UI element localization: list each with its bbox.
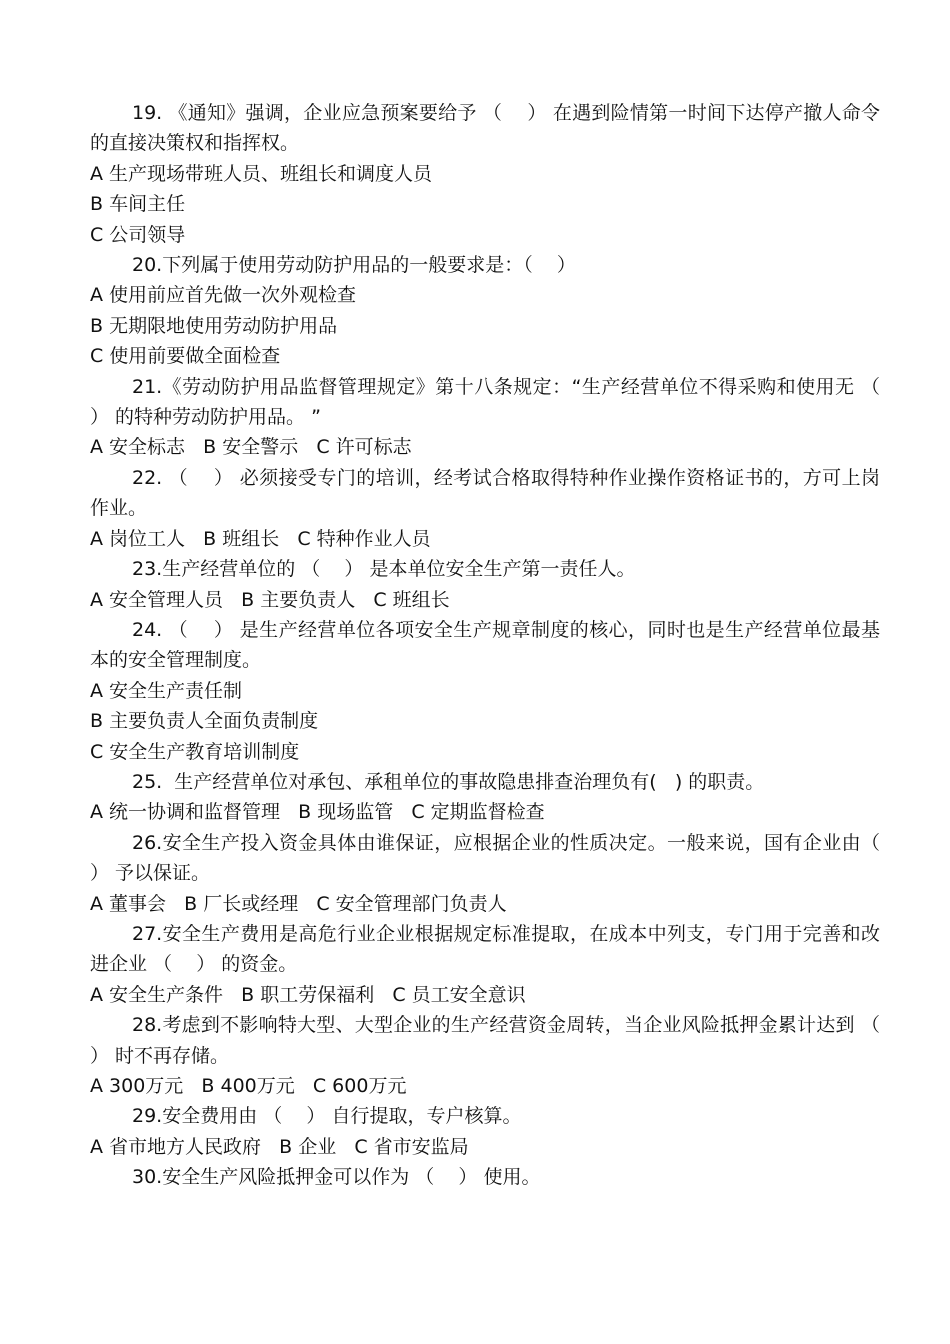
question-27-options: A 安全生产条件 B 职工劳保福利 C 员工安全意识 <box>90 983 526 1006</box>
question-20-option-b: B 无期限地使用劳动防护用品 <box>90 314 338 337</box>
question-23: 23.生产经营单位的 （ ） 是本单位安全生产第一责任人。 <box>132 558 636 581</box>
question-24-option-b: B 主要负责人全面负责制度 <box>90 710 319 733</box>
question-19-option-b: B 车间主任 <box>90 193 186 216</box>
question-19-option-c: C 公司领导 <box>90 223 186 246</box>
question-21-options: A 安全标志 B 安全警示 C 许可标志 <box>90 436 412 459</box>
question-29-options: A 省市地方人民政府 B 企业 C 省市安监局 <box>90 1135 469 1158</box>
question-22-options: A 岗位工人 B 班组长 C 特种作业人员 <box>90 527 431 550</box>
question-28: 28.考虑到不影响特大型、大型企业的生产经营资金周转，当企业风险抵押金累计达到 （ ） 时不再存储。 <box>90 1014 905 1067</box>
question-19: 19. 《通知》强调，企业应急预案要给予 （ ） 在遇到险情第一时间下达停产撤人命令的直接决策权和指挥权。 <box>90 102 880 155</box>
question-24: 24. （ ） 是生产经营单位各项安全生产规章制度的核心，同时也是生产经营单位最基本的安全管理制度。 <box>90 618 880 672</box>
question-22: 22. （ ） 必须接受专门的培训，经考试合格取得特种作业操作资格证书的，方可上岗作业。 <box>90 466 880 520</box>
question-23-options: A 安全管理人员 B 主要负责人 C 班组长 <box>90 588 450 611</box>
question-26-options: A 董事会 B 厂长或经理 C 安全管理部门负责人 <box>90 892 507 915</box>
question-28-options: A 300万元 B 400万元 C 600万元 <box>90 1075 407 1097</box>
question-29: 29.安全费用由 （ ） 自行提取，专户核算。 <box>132 1105 522 1128</box>
question-19-option-a: A 生产现场带班人员、班组长和调度人员 <box>90 162 433 185</box>
question-26: 26.安全生产投入资金具体由谁保证，应根据企业的性质决定。一般来说，国有企业由（ ） 予以保证。 <box>90 831 905 885</box>
question-27: 27.安全生产费用是高危行业企业根据规定标准提取，在成本中列支，专门用于完善和改进企业 （ ） 的资金。 <box>90 922 880 976</box>
question-21: 21.《劳动防护用品监督管理规定》第十八条规定：“生产经营单位不得采购和使用无 （ ） 的特种劳动防护用品。 ” <box>90 375 905 429</box>
question-20-option-c: C 使用前要做全面检查 <box>90 345 281 368</box>
question-20: 20.下列属于使用劳动防护用品的一般要求是：（ ） <box>132 254 576 277</box>
question-30: 30.安全生产风险抵押金可以作为 （ ） 使用。 <box>132 1166 541 1189</box>
question-list <box>90 98 905 1193</box>
question-20-option-a: A 使用前应首先做一次外观检查 <box>90 284 357 307</box>
question-24-option-c: C 安全生产教育培训制度 <box>90 740 300 763</box>
question-24-option-a: A 安全生产责任制 <box>90 679 243 702</box>
question-25: 25. 生产经营单位对承包、承租单位的事故隐患排查治理负有( ) 的职责。 <box>132 770 765 793</box>
question-25-options: A 统一协调和监督管理 B 现场监管 C 定期监督检查 <box>90 801 545 824</box>
